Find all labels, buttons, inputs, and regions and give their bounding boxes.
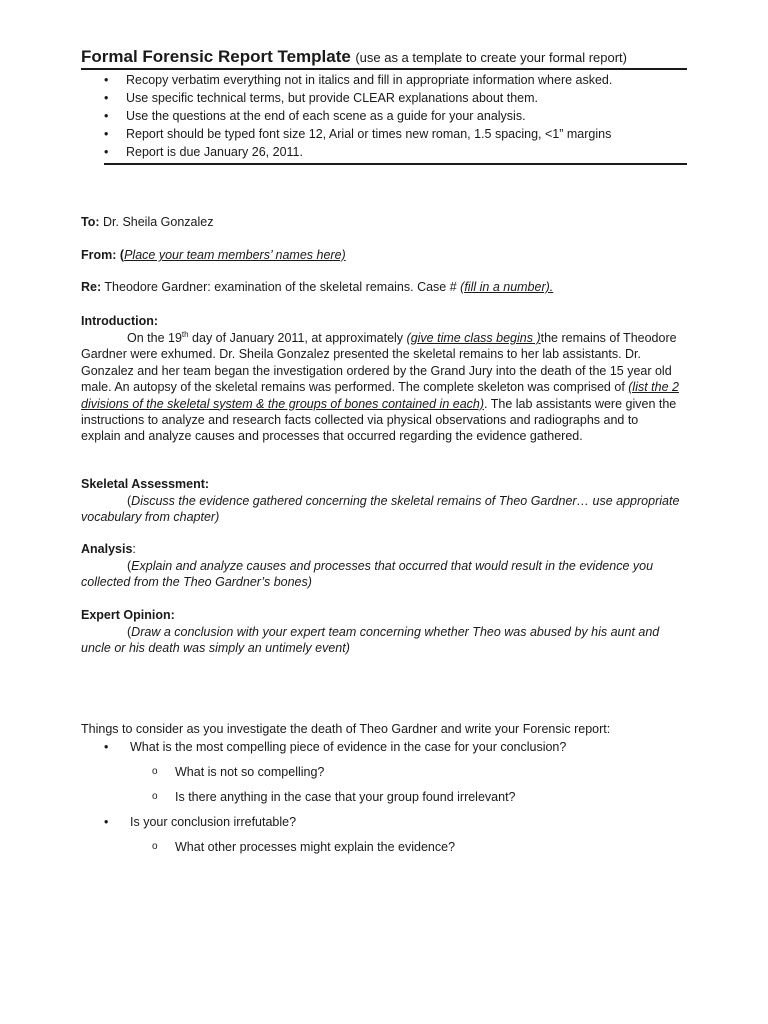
- sub-question-text: What is not so compelling?: [175, 765, 325, 779]
- instructions-list: [104, 71, 687, 161]
- intro-text: the remains of Theodore Gardner were exhumed. Dr. Sheila Gonzalez presented the skeletal remains to her lab assistants. Dr. Gonzalez and her team began the investigation ordered by the Grand Jury into the death of the 15 year old male. An autopsy of the skeletal remains was performed. The complete skeleton was comprised of: [81, 331, 677, 395]
- expert-body: [81, 624, 681, 657]
- bottom-rule: [104, 163, 687, 165]
- intro-fill-time: (give time class begins ): [406, 331, 541, 345]
- memo-from: [81, 248, 346, 262]
- to-label: To:: [81, 215, 100, 229]
- question-text: Is your conclusion irrefutable?: [130, 815, 297, 829]
- memo-to: [81, 215, 213, 229]
- expert-text: Draw a conclusion with your expert team concerning whether Theo was abused by his aunt and uncle or his death was simply an untimely event): [81, 625, 660, 656]
- intro-text: . The lab assistants were given the instructions to analyze and research facts collected via physical observations and radiographs and to explain and analyze causes and processes that occurred regarding the evidence gathered.: [81, 396, 677, 444]
- analysis-body: [81, 558, 681, 591]
- re-fill: (fill in a number).: [460, 280, 554, 294]
- skeletal-body: [81, 493, 681, 526]
- intro-sup: th: [181, 329, 189, 339]
- circle-bullet-icon: o: [152, 791, 158, 802]
- analysis-text: Explain and analyze causes and processes that occurred that would result in the evidence you collected from the Theo Gardner’s bones): [81, 559, 654, 590]
- skeletal-heading: Skeletal Assessment:: [81, 477, 210, 491]
- to-value: Dr. Sheila Gonzalez: [103, 215, 214, 229]
- instruction-item: • Use the questions at the end of each scene as a guide for your analysis.: [104, 107, 687, 125]
- sub-question-text: What other processes might explain the evidence?: [175, 840, 456, 854]
- circle-bullet-icon: o: [152, 841, 158, 852]
- circle-bullet-icon: o: [152, 766, 158, 777]
- intro-text: day of January 2011, at approximately: [188, 331, 407, 345]
- instruction-item: • Report should be typed font size 12, Arial or times new roman, 1.5 spacing, <1” margins: [104, 125, 687, 143]
- bullet-icon: •: [104, 815, 109, 829]
- bullet-icon: •: [104, 740, 109, 754]
- top-rule: [81, 68, 687, 70]
- re-label: Re:: [81, 280, 102, 294]
- report-title: Formal Forensic Report Template: [81, 47, 351, 66]
- expert-heading: Expert Opinion:: [81, 608, 175, 622]
- instruction-item: • Use specific technical terms, but provide CLEAR explanations about them.: [104, 89, 687, 107]
- sub-question-text: Is there anything in the case that your group found irrelevant?: [175, 790, 516, 804]
- analysis-paren: (: [127, 559, 132, 573]
- intro-text: On the 19: [127, 331, 182, 345]
- skeletal-text: Discuss the evidence gathered concerning the skeletal remains of Theo Gardner… use appropriate vocabulary from chapter): [81, 494, 680, 525]
- analysis-colon: :: [132, 542, 136, 556]
- from-paren: (: [119, 248, 125, 262]
- from-label: From:: [81, 248, 117, 262]
- instruction-item: • Recopy verbatim everything not in italics and fill in appropriate information where asked.: [104, 71, 687, 89]
- skeletal-paren: (: [127, 494, 132, 508]
- question-text: What is the most compelling piece of evidence in the case for your conclusion?: [130, 740, 567, 754]
- intro-fill-divisions: (list the 2 divisions of the skeletal system & the groups of bones contained in each): [81, 380, 679, 411]
- consider-intro: Things to consider as you investigate the death of Theo Gardner and write your Forensic report:: [81, 722, 611, 736]
- analysis-heading-line: [81, 542, 136, 556]
- re-value: Theodore Gardner: examination of the skeletal remains. Case #: [104, 280, 457, 294]
- introduction-body: [81, 330, 681, 445]
- title-line: [81, 47, 627, 67]
- introduction-heading: Introduction:: [81, 314, 159, 328]
- analysis-heading: Analysis: [81, 542, 133, 556]
- report-subtitle: (use as a template to create your formal report): [355, 50, 627, 65]
- from-value: Place your team members’ names here): [124, 248, 346, 262]
- memo-re: [81, 280, 553, 294]
- expert-paren: (: [127, 625, 132, 639]
- instruction-item: • Report is due January 26, 2011.: [104, 143, 687, 161]
